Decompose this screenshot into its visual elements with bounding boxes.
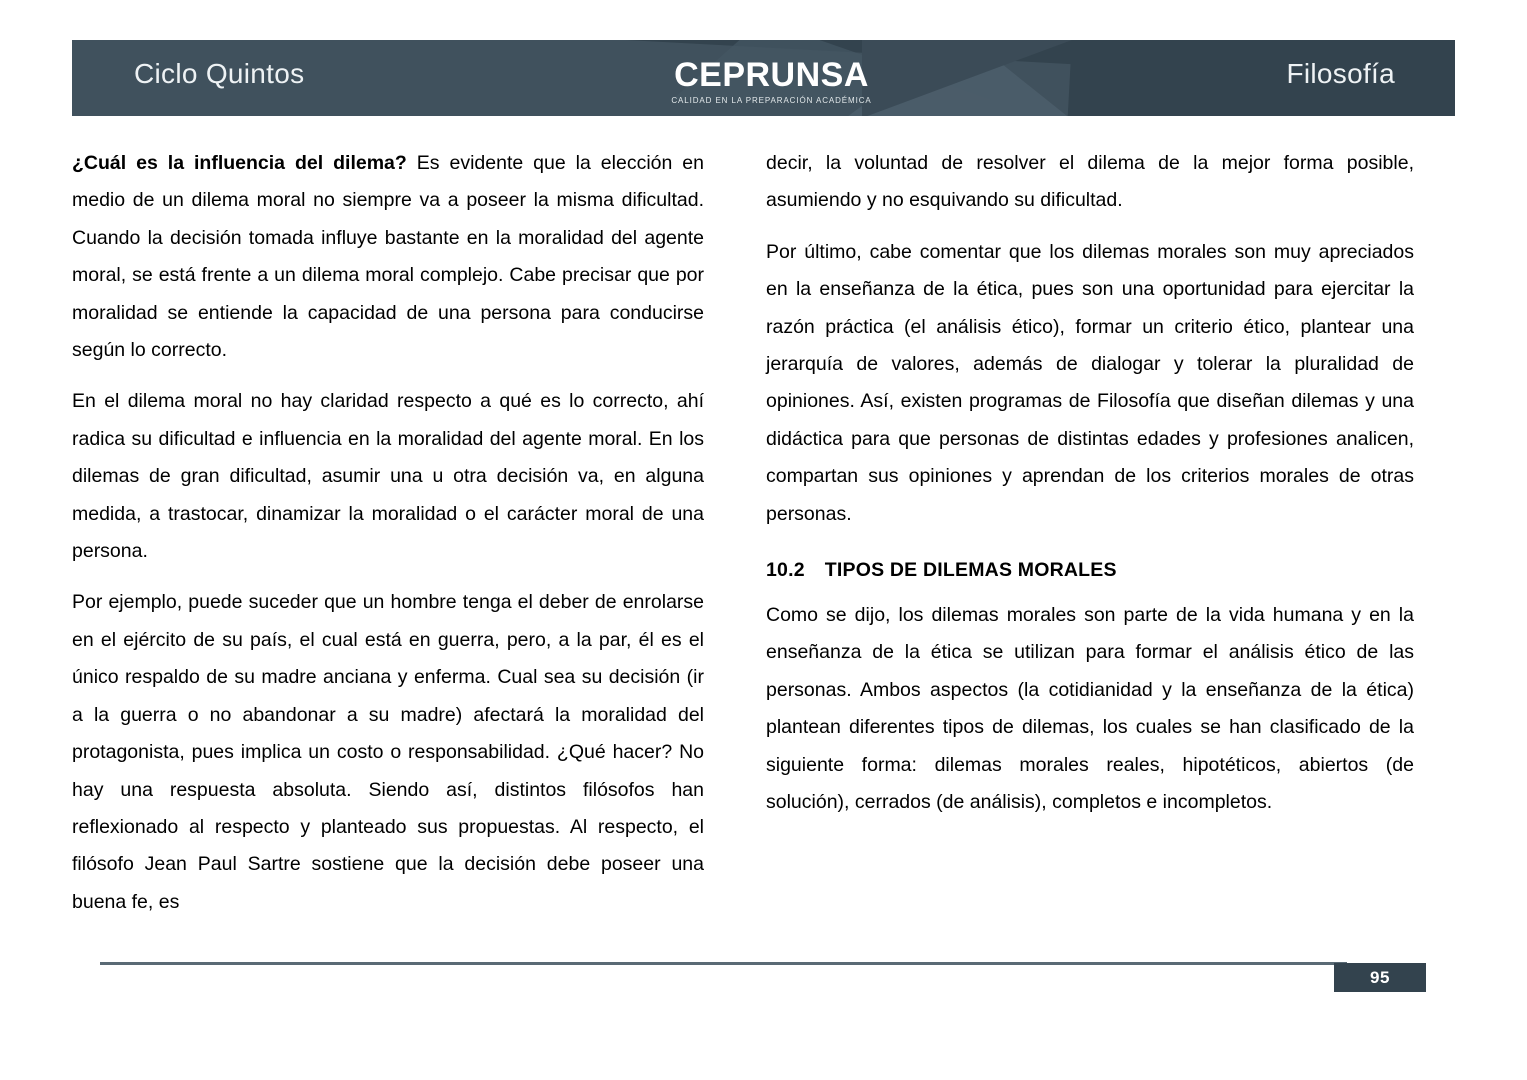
paragraph-buena-fe-continuacion: decir, la voluntad de resolver el dilema de la mejor forma posible, asumiendo y no esquivando su dificultad. — [766, 152, 1414, 212]
right-text-column — [766, 145, 1414, 822]
header-cycle-title: Ciclo Quintos — [134, 58, 305, 89]
paragraph-dilemas-ensenanza-etica: Por último, cabe comentar que los dilemas morales son muy apreciados en la enseñanza de la ética, pues son una oportunidad para ejercitar la razón práctica (el análisis ético), formar un criterio ético, plantear una jerarquía de valores, además de dialogar y tolerar la pluralidad de opiniones. Así, existen programas de Filosofía que diseñan dilemas y una didáctica para que personas de distintas edades y profesiones analicen, compartan sus opiniones y aprendan de los criterios morales de otras personas. — [766, 240, 1414, 525]
header-triangle-decoration-b — [862, 40, 1072, 116]
paragraph-influencia-dilema — [72, 145, 704, 369]
footer-divider-rule — [100, 962, 1347, 965]
section-heading-tipos-dilemas — [766, 555, 1414, 585]
left-text-column — [72, 145, 704, 921]
section-title: TIPOS DE DILEMAS MORALES — [824, 559, 1117, 582]
paragraph-ejemplo-sartre: Por ejemplo, puede suceder que un hombre tenga el deber de enrolarse en el ejército de su país, el cual está en guerra, pero, a la par, él es el único respaldo de su madre anciana y enferma. Cual sea su decisión (ir a la guerra o no abandonar a su madre) afectará la moralidad del protagonista, pues implica un costo o responsabilidad. ¿Qué hacer? No hay una respuesta absoluta. Siendo así, distintos filósofos han reflexionado al respecto y planteado sus propuestas. Al respecto, el filósofo Jean Paul Sartre sostiene que la decisión debe poseer una buena fe, es — [72, 591, 704, 913]
paragraph-lead-body: Es evidente que la elección en medio de un dilema moral no siempre va a poseer la misma dificultad. Cuando la decisión tomada influye bastante en la moralidad del agente moral, se está frente a un dilema moral complejo. Cabe precisar que por moralidad se entiende la capacidad de una persona para conducirse según lo correcto. — [72, 152, 705, 362]
paragraph-clasificacion-dilemas: Como se dijo, los dilemas morales son parte de la vida humana y en la enseñanza de la ética se utilizan para formar el análisis ético de las personas. Ambos aspectos (la cotidianidad y la enseñanza de la ética) plantean diferentes tipos de dilemas, los cuales se han clasificado de la siguiente forma: dilemas morales reales, hipotéticos, abiertos (de solución), cerrados (de análisis), completos e incompletos. — [766, 604, 1414, 814]
paragraph-lead-question: ¿Cuál es la influencia del dilema? — [72, 152, 407, 174]
section-number: 10.2 — [766, 559, 805, 582]
page-header — [72, 40, 1455, 116]
header-subject-title: Filosofía — [1286, 58, 1395, 89]
paragraph-dilema-claridad: En el dilema moral no hay claridad respecto a qué es lo correcto, ahí radica su dificultad e influencia en la moralidad del agente moral. En los dilemas de gran dificultad, asumir una u otra decisión va, en alguna medida, a trastocar, dinamizar la moralidad o el carácter moral de una persona. — [72, 390, 704, 563]
logo-tagline: CALIDAD EN LA PREPARACIÓN ACADÉMICA — [671, 96, 872, 105]
logo-wordmark: CEPRUNSA — [674, 56, 869, 94]
page-number-badge: 95 — [1334, 963, 1426, 992]
